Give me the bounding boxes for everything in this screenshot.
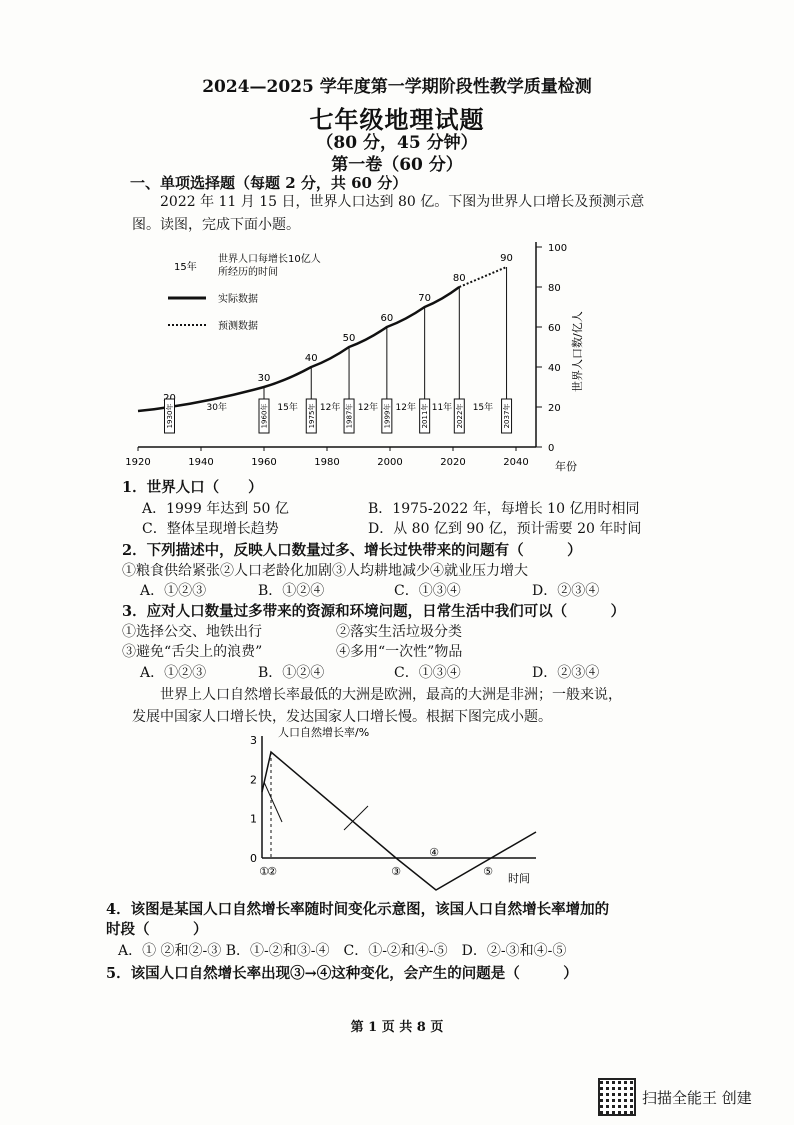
legend-years-label: 15年 bbox=[174, 262, 197, 273]
x-tick-label: 1980 bbox=[314, 457, 340, 468]
year-box-label: 1930年 bbox=[166, 403, 174, 429]
g-point-label: ② bbox=[267, 865, 277, 878]
q3-option-b[interactable]: B．①②④ bbox=[258, 665, 325, 681]
x-tick-label: 2040 bbox=[503, 457, 529, 468]
exam-header: 2024—2025 学年度第一学期阶段性教学质量检测 bbox=[202, 77, 592, 97]
legend-title-2: 所经历的时间 bbox=[218, 267, 278, 278]
population-chart bbox=[118, 232, 588, 477]
legend-actual-label: 实际数据 bbox=[218, 294, 258, 305]
legend-forecast-label: 预测数据 bbox=[218, 321, 258, 332]
interval-label: 12年 bbox=[395, 403, 416, 413]
legend-title-1: 世界人口每增长10亿人 bbox=[218, 254, 321, 265]
q3-item-4: ④多用“一次性”物品 bbox=[336, 644, 463, 660]
g-y-axis-label: 人口自然增长率/% bbox=[278, 726, 370, 739]
y-axis-label: 世界人口数/亿人 bbox=[571, 311, 584, 392]
q3-option-c[interactable]: C．①③④ bbox=[394, 665, 461, 681]
q3-option-d[interactable]: D．②③④ bbox=[532, 665, 600, 681]
x-tick-label: 2000 bbox=[377, 457, 403, 468]
g-x-axis-label: 时间 bbox=[508, 872, 530, 885]
intro-line-2: 图。读图，完成下面小题。 bbox=[132, 217, 300, 233]
scanner-watermark bbox=[598, 1078, 752, 1116]
volume-heading: 第一卷（60 分） bbox=[331, 155, 463, 175]
y-tick-label: 20 bbox=[548, 403, 561, 414]
y-tick-label: 0 bbox=[548, 443, 555, 454]
g-y-tick-label: 1 bbox=[250, 812, 257, 826]
marker-value-label: 30 bbox=[257, 373, 271, 384]
marker-value-label: 80 bbox=[452, 273, 466, 284]
q3-option-a[interactable]: A．①②③ bbox=[140, 665, 207, 681]
x-tick-label: 2020 bbox=[440, 457, 466, 468]
year-box-label: 1960年 bbox=[260, 403, 269, 429]
q3-item-2: ②落实生活垃圾分类 bbox=[336, 624, 462, 640]
qr-code-icon bbox=[598, 1078, 636, 1116]
year-box-label: 2011年 bbox=[421, 403, 430, 429]
marker-value-label: 90 bbox=[500, 253, 513, 264]
g-point-label: ③ bbox=[391, 865, 401, 878]
g-scratch-mark-2 bbox=[344, 806, 368, 830]
interval-label: 15年 bbox=[472, 403, 494, 413]
watermark-text: 扫描全能王 创建 bbox=[642, 1088, 752, 1107]
question-3-stem: 3．应对人口数量过多带来的资源和环境问题，日常生活中我们可以（ ） bbox=[122, 603, 626, 620]
q2-items: ①粮食供给紧张②人口老龄化加剧③人均耕地减少④就业压力增大 bbox=[122, 563, 528, 579]
year-box-label: 1999年 bbox=[383, 403, 392, 429]
q3-item-3: ③避免“舌尖上的浪费” bbox=[122, 644, 263, 660]
q1-option-a[interactable]: A．1999 年达到 50 亿 bbox=[142, 501, 289, 517]
x-tick-label: 1940 bbox=[188, 457, 214, 468]
marker-value-label: 60 bbox=[380, 313, 394, 324]
page-number: 第 1 页 共 8 页 bbox=[350, 1020, 444, 1035]
interval-label: 15年 bbox=[277, 403, 298, 413]
growth-rate-chart bbox=[236, 722, 556, 892]
marker-value-label: 70 bbox=[418, 293, 432, 304]
year-box-label: 1975年 bbox=[307, 403, 316, 429]
question-4-stem-2: 时段（ ） bbox=[106, 921, 208, 938]
y-tick-label: 60 bbox=[548, 323, 561, 334]
year-box-label: 2022年 bbox=[455, 403, 464, 429]
q2-option-b[interactable]: B．①②④ bbox=[258, 583, 325, 599]
g-y-tick-label: 2 bbox=[250, 773, 257, 787]
score-time: （80 分，45 分钟） bbox=[316, 133, 478, 153]
q1-option-b[interactable]: B．1975-2022 年，每增长 10 亿用时相同 bbox=[368, 501, 640, 517]
intro2-line-2: 发展中国家人口增长快，发达国家人口增长慢。根据下图完成小题。 bbox=[132, 709, 552, 725]
g-y-tick-label: 3 bbox=[250, 734, 257, 747]
g-point-label: ④ bbox=[429, 846, 439, 859]
x-tick-label: 1960 bbox=[251, 457, 277, 468]
question-4-stem-1: 4．该图是某国人口自然增长率随时间变化示意图，该国人口自然增长率增加的 bbox=[106, 901, 610, 918]
page-title: 七年级地理试题 bbox=[309, 105, 485, 134]
marker-value-label: 50 bbox=[342, 333, 356, 344]
x-axis-label: 年份 bbox=[555, 460, 577, 473]
q1-option-c[interactable]: C．整体呈现增长趋势 bbox=[142, 521, 279, 537]
q3-item-1: ①选择公交、地铁出行 bbox=[122, 624, 262, 640]
interval-label: 12年 bbox=[357, 403, 379, 413]
section-heading: 一、单项选择题（每题 2 分，共 60 分） bbox=[130, 174, 408, 192]
g-point-label: ⑤ bbox=[483, 865, 493, 878]
year-box-label: 1987年 bbox=[345, 403, 354, 429]
x-tick-label: 1920 bbox=[125, 457, 151, 468]
y-tick-label: 80 bbox=[548, 283, 561, 294]
series-forecast-line bbox=[459, 267, 506, 287]
question-2-stem: 2．下列描述中，反映人口数量过多、增长过快带来的问题有（ ） bbox=[122, 542, 582, 559]
intro2-line-1: 世界上人口自然增长率最低的大洲是欧洲，最高的大洲是非洲；一般来说， bbox=[160, 687, 622, 703]
y-tick-label: 40 bbox=[548, 363, 561, 374]
intro-line-1: 2022 年 11 月 15 日，世界人口达到 80 亿。下图为世界人口增长及预测示意 bbox=[160, 194, 645, 210]
y-tick-label: 100 bbox=[548, 243, 568, 254]
interval-label: 30年 bbox=[206, 403, 227, 413]
q2-option-a[interactable]: A．①②③ bbox=[140, 583, 207, 599]
year-box-label: 2037年 bbox=[503, 403, 512, 429]
g-point-label: ① bbox=[259, 865, 269, 878]
g-y-tick-label: 0 bbox=[250, 852, 257, 865]
series-actual-line bbox=[138, 287, 459, 411]
g-scratch-mark bbox=[264, 782, 282, 822]
interval-label: 12年 bbox=[319, 403, 341, 413]
q2-option-d[interactable]: D．②③④ bbox=[532, 583, 600, 599]
q1-option-d[interactable]: D．从 80 亿到 90 亿，预计需要 20 年时间 bbox=[368, 521, 642, 537]
interval-label: 11年 bbox=[431, 403, 453, 413]
marker-value-label: 40 bbox=[304, 353, 318, 364]
q2-option-c[interactable]: C．①③④ bbox=[394, 583, 461, 599]
question-5-stem: 5．该国人口自然增长率出现③→④这种变化，会产生的问题是（ ） bbox=[106, 965, 578, 982]
question-1-stem: 1．世界人口（ ） bbox=[122, 479, 263, 496]
q4-options[interactable]: A．① ②和②-③ B．①-②和③-④ C．①-②和④-⑤ D．②-③和④-⑤ bbox=[118, 943, 567, 959]
